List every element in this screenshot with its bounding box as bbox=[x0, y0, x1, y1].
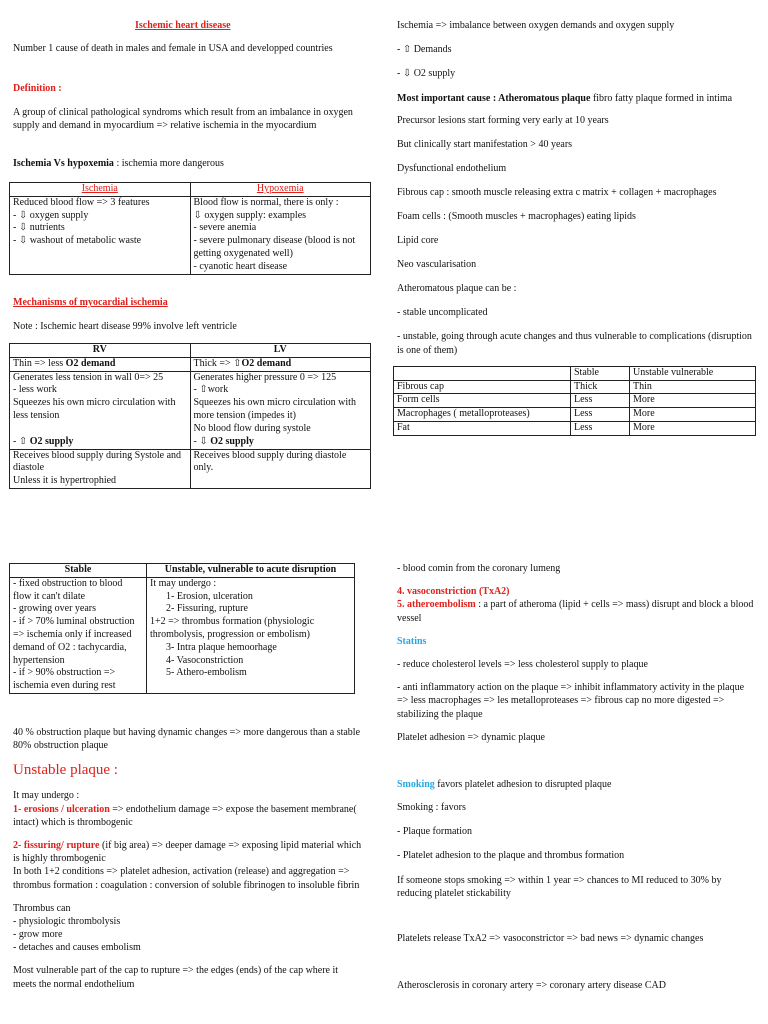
text-line: - physiologic thrombolysis bbox=[13, 915, 121, 927]
table-header bbox=[394, 366, 571, 380]
definition-text: A group of clinical pathological syndroms which result from an imbalance in oxygen supply and demand in myocardium => relative ischemia in the myocardium bbox=[13, 107, 353, 132]
both-conditions-text: In both 1+2 conditions => platelet adhesion, activation (release) and aggregation => thrombus formation : coagulation : conversion of soluble fibrinogen to insoluble fibrin bbox=[13, 866, 360, 891]
table-cell: Macrophages ( metalloproteases) bbox=[394, 408, 571, 422]
table-cell: Receives blood supply during diastole only. bbox=[190, 449, 371, 488]
table-cell: Less bbox=[571, 408, 630, 422]
table-header: Stable bbox=[571, 366, 630, 380]
text-line: Thrombus can bbox=[13, 902, 71, 914]
table-header: LV bbox=[190, 344, 371, 358]
text-line: Neo vascularisation bbox=[397, 258, 477, 270]
table-cell: Generates less tension in wall 0=> 25 - less work Squeezes his own micro circulation with less tension - ⇧ O2 supply bbox=[10, 371, 191, 449]
table-cell: Receives blood supply during Systole and diastole Unless it is hypertrophied bbox=[10, 449, 191, 488]
erosions-text: 1- erosions / ulceration => endothelium damage => expose the basement membrane( intact) which is thrombogenic bbox=[13, 803, 357, 828]
ischemia-hypoxemia-table bbox=[9, 182, 371, 275]
text-line: - blood comin from the coronary lumeng bbox=[397, 563, 561, 574]
table-header: Hypoxemia bbox=[190, 183, 371, 197]
table-header: Unstable, vulnerable to acute disruption bbox=[147, 564, 355, 578]
text-line: Platelets release TxA2 => vasoconstrictor => bad news => dynamic changes bbox=[397, 933, 704, 944]
text-line: - anti inflammatory action on the plaque => inhibit inflammatory activity in the plaque => less macrophages => les metalloproteases => fibrous cap no more digested => stabilizing the plaque bbox=[397, 682, 745, 720]
table-cell: Reduced blood flow => 3 features - ⇩ oxygen supply - ⇩ nutrients - ⇩ washout of metabolic waste bbox=[10, 196, 191, 274]
text-line: Fibrous cap : smooth muscle releasing extra c matrix + collagen + macrophages bbox=[397, 187, 717, 199]
table-cell: Thick => ⇧O2 demand bbox=[190, 357, 371, 371]
table-cell: Fat bbox=[394, 422, 571, 436]
text-line: - stable uncomplicated bbox=[397, 307, 488, 319]
text-line: - ⇩ O2 supply bbox=[397, 68, 456, 80]
table-cell: Form cells bbox=[394, 394, 571, 408]
intro-text: Number 1 cause of death in males and female in USA and developped countries bbox=[13, 43, 333, 54]
table-cell: Thin bbox=[630, 380, 756, 394]
text-line: - ⇧ Demands bbox=[397, 44, 452, 56]
text-line: If someone stops smoking => within 1 year => chances to MI reduced to 30% by reducing platelet stickability bbox=[397, 874, 722, 899]
obstruction-note: 40 % obstruction plaque but having dynamic changes => more dangerous than a stable 80% obstruction plaque bbox=[13, 727, 361, 752]
right-column-notes bbox=[397, 19, 757, 436]
text-line: Atherosclerosis in coronary artery => coronary artery disease CAD bbox=[397, 980, 666, 992]
text-line: Smoking : favors bbox=[397, 802, 466, 814]
stable-unstable-comparison-table bbox=[393, 366, 756, 436]
table-cell: Thick bbox=[571, 380, 630, 394]
ischemia-vs-hypoxemia: Ischemia Vs hypoxemia : ischemia more dangerous bbox=[13, 158, 224, 169]
unstable-plaque-heading: Unstable plaque : bbox=[13, 762, 118, 779]
text-line: It may undergo : bbox=[13, 790, 80, 802]
table-cell: - fixed obstruction to blood flow it can't dilate - growing over years - if > 70% luminal obstruction => ischemia only if increased demand of O2 : tachycardia, hypertension - if > 90% obstruction => ischemia even during rest bbox=[10, 577, 147, 693]
text-line: Precursor lesions start forming very early at 10 years bbox=[397, 114, 609, 126]
text-line: - Plaque formation bbox=[397, 826, 472, 838]
text-line: Platelet adhesion => dynamic plaque bbox=[397, 731, 545, 743]
table-header: RV bbox=[10, 344, 191, 358]
table-cell: Less bbox=[571, 422, 630, 436]
atheroembolism-item: 5. atheroembolism : a part of atheroma (lipid + cells => mass) disrupt and block a blood vessel bbox=[397, 599, 754, 624]
text-line: - grow more bbox=[13, 929, 63, 941]
table-cell: Blood flow is normal, there is only : ⇩ oxygen supply: examples - severe anemia - severe pulmonary disease (blood is not getting oxygenated well) - cyanotic heart disease bbox=[190, 196, 371, 274]
note-text: Note : Ischemic heart disease 99% involve left ventricle bbox=[13, 321, 237, 332]
smoking-text: Smoking favors platelet adhesion to disrupted plaque bbox=[397, 778, 612, 790]
table-cell: More bbox=[630, 422, 756, 436]
table-cell: More bbox=[630, 408, 756, 422]
text-line: Foam cells : (Smooth muscles + macrophages) eating lipids bbox=[397, 210, 636, 222]
table-cell: Generates higher pressure 0 => 125 - ⇧work Squeezes his own micro circulation with more tension (impedes it) No blood flow during systole - ⇩ O2 supply bbox=[190, 371, 371, 449]
stable-unstable-table bbox=[9, 563, 355, 694]
table-header: Ischemia bbox=[10, 183, 191, 197]
vasoconstriction-item: 4. vasoconstriction (TxA2) bbox=[397, 586, 510, 598]
text-line: - Platelet adhesion to the plaque and thrombus formation bbox=[397, 850, 625, 862]
statins-heading: Statins bbox=[397, 635, 427, 647]
table-cell: Less bbox=[571, 394, 630, 408]
page-title: Ischemic heart disease bbox=[135, 20, 231, 31]
text-line: Lipid core bbox=[397, 234, 439, 246]
cause-text: Most important cause : Atheromatous plaque fibro fatty plaque formed in intima bbox=[397, 92, 733, 104]
definition-heading: Definition : bbox=[13, 83, 62, 94]
vulnerable-text: Most vulnerable part of the cap to rupture => the edges (ends) of the cap where it meets the normal endothelium bbox=[13, 965, 339, 990]
table-cell: Thin => less O2 demand bbox=[10, 357, 191, 371]
rv-lv-table bbox=[9, 343, 371, 489]
text-line: Dysfunctional endothelium bbox=[397, 163, 507, 175]
mechanisms-heading: Mechanisms of myocardial ischemia bbox=[13, 297, 168, 308]
text-line: Atheromatous plaque can be : bbox=[397, 283, 517, 295]
page2-right-notes bbox=[397, 562, 757, 992]
fissuring-text: 2- fissuring/ rupture (if big area) => deeper damage => exposing lipid material which is highly thrombogenic bbox=[13, 839, 362, 865]
table-header: Stable bbox=[10, 564, 147, 578]
text-line: - reduce cholesterol levels => less cholesterol supply to plaque bbox=[397, 658, 648, 670]
text-line: - detaches and causes embolism bbox=[13, 942, 141, 954]
table-cell: More bbox=[630, 394, 756, 408]
text-line: - unstable, going through acute changes and thus vulnerable to complications (disruption is one of them) bbox=[397, 331, 752, 356]
text-line: Ischemia => imbalance between oxygen demands and oxygen supply bbox=[397, 20, 675, 31]
table-header: Unstable vulnerable bbox=[630, 366, 756, 380]
text-line: But clinically start manifestation > 40 years bbox=[397, 138, 573, 150]
unstable-plaque-section bbox=[13, 726, 363, 991]
table-cell: Fibrous cap bbox=[394, 380, 571, 394]
table-cell: It may undergo : 1- Erosion, ulceration 2- Fissuring, rupture 1+2 => thrombus formation (physiologic thrombolysis, progression or embolism) 3- Intra plaque hemoorhage 4- Vasoconstriction 5- Athero-embolism bbox=[147, 577, 355, 693]
